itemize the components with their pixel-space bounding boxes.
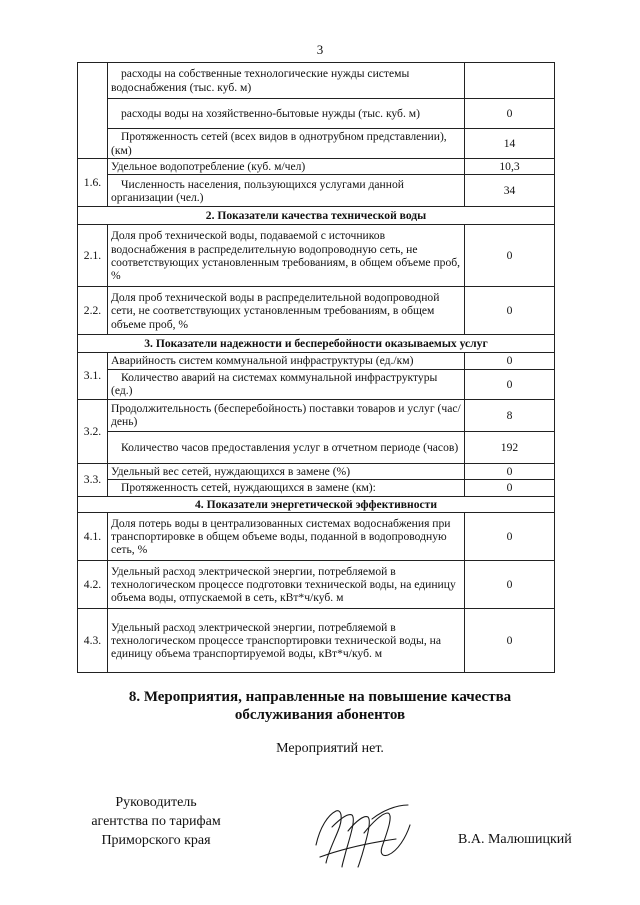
row-value: 192	[465, 431, 555, 463]
row-description: Продолжительность (бесперебойность) поставки товаров и услуг (час/день)	[108, 399, 465, 431]
row-number: 3.2.	[78, 399, 108, 463]
row-description: Численность населения, пользующихся услугами данной организации (чел.)	[108, 175, 465, 207]
table-row	[78, 225, 555, 287]
row-value: 0	[465, 561, 555, 609]
row-value: 0	[465, 513, 555, 561]
row-number: 2.2.	[78, 287, 108, 335]
table-row	[78, 463, 555, 479]
table-row	[78, 287, 555, 335]
table-row	[78, 175, 555, 207]
section-header	[78, 335, 555, 353]
row-value: 0	[465, 609, 555, 673]
table-row	[78, 353, 555, 369]
row-number: 3.1.	[78, 353, 108, 399]
row-value: 0	[465, 287, 555, 335]
table-row	[78, 513, 555, 561]
row-description: Количество аварий на системах коммунальной инфраструктуры (ед.)	[108, 369, 465, 399]
row-value: 0	[465, 99, 555, 129]
no-events-text: Мероприятий нет.	[276, 741, 384, 756]
row-description: Удельный расход электрической энергии, потребляемой в технологическом процессе подготовки технической воды, на единицу объема воды, отпускаемой в сеть, кВт*ч/куб. м	[108, 561, 465, 609]
row-description: Удельный вес сетей, нуждающихся в замене (%)	[108, 463, 465, 479]
table-row	[78, 431, 555, 463]
row-description: Протяженность сетей, нуждающихся в замене (км):	[108, 480, 465, 496]
row-description: Аварийность систем коммунальной инфраструктуры (ед./км)	[108, 353, 465, 369]
section-title: 4. Показатели энергетической эффективности	[78, 496, 555, 512]
row-number: 4.1.	[78, 513, 108, 561]
section-8-heading-line2: обслуживания абонентов	[234, 707, 406, 724]
row-value: 14	[465, 129, 555, 159]
row-value: 0	[465, 225, 555, 287]
row-value: 10,3	[465, 159, 555, 175]
row-value	[465, 63, 555, 99]
signer-title-line1: Руководитель	[115, 795, 197, 810]
row-description: Доля потерь воды в централизованных системах водоснабжения при транспортировке в общем объеме воды, поданной в водопроводную сеть, %	[108, 513, 465, 561]
row-description: Доля проб технической воды в распределительной водопроводной сети, не соответствующих установленным требованиям, в общем объеме проб, %	[108, 287, 465, 335]
table-row	[78, 63, 555, 99]
table-row	[78, 129, 555, 159]
table-row	[78, 369, 555, 399]
table-row	[78, 480, 555, 496]
table-row	[78, 561, 555, 609]
section-header	[78, 207, 555, 225]
signer-title-line2: агентства по тарифам	[91, 814, 221, 830]
row-value: 8	[465, 399, 555, 431]
row-number	[78, 63, 108, 159]
signer-title	[76, 793, 236, 850]
row-description: Доля проб технической воды, подаваемой с источников водоснабжения в распределительную водопроводную сеть, не соответствующих установленным требованиям, в общем объеме проб, %	[108, 225, 465, 287]
handwritten-signature	[312, 797, 414, 869]
section-8-heading	[0, 688, 640, 725]
section-8-heading-line1: 8. Мероприятия, направленные на повышение качества	[128, 689, 512, 705]
indicators-table	[77, 62, 555, 673]
row-value: 0	[465, 369, 555, 399]
row-description: Удельное водопотребление (куб. м/чел)	[108, 159, 465, 175]
section-title: 2. Показатели качества технической воды	[78, 207, 555, 225]
section-title: 3. Показатели надежности и бесперебойности оказываемых услуг	[78, 335, 555, 353]
row-number: 4.3.	[78, 609, 108, 673]
row-description: расходы на собственные технологические нужды системы водоснабжения (тыс. куб. м)	[108, 63, 465, 99]
table-row	[78, 99, 555, 129]
row-number: 3.3.	[78, 463, 108, 496]
row-description: Количество часов предоставления услуг в отчетном периоде (часов)	[108, 431, 465, 463]
row-value: 34	[465, 175, 555, 207]
table-row	[78, 609, 555, 673]
row-value: 0	[465, 480, 555, 496]
row-number: 4.2.	[78, 561, 108, 609]
row-description: Протяженность сетей (всех видов в однотрубном представлении), (км)	[108, 129, 465, 159]
page-number: 3	[316, 42, 324, 57]
row-value: 0	[465, 463, 555, 479]
table-row	[78, 399, 555, 431]
table-row	[78, 159, 555, 175]
signer-title-line3: Приморского края	[101, 833, 211, 849]
row-description: Удельный расход электрической энергии, потребляемой в технологическом процессе транспортировки технической воды, на единицу объема транспортируемой воды, кВт*ч/куб. м	[108, 609, 465, 673]
signer-name: В.А. Малюшицкий	[458, 832, 572, 847]
row-number: 1.6.	[78, 159, 108, 207]
section-header	[78, 496, 555, 512]
row-value: 0	[465, 353, 555, 369]
row-description: расходы воды на хозяйственно-бытовые нужды (тыс. куб. м)	[108, 99, 465, 129]
row-number: 2.1.	[78, 225, 108, 287]
